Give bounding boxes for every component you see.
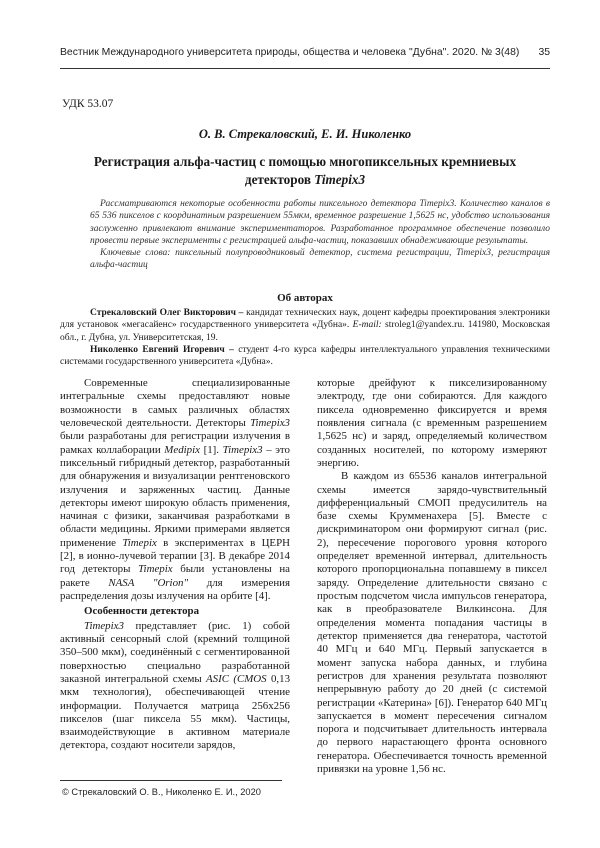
text-run: для измерения распределения дозы излучения на орбите [4]. [60,577,290,602]
author-2-info [60,344,550,369]
author-2-affiliation: студент 4-го курса кафедры интеллектуального управления техническими системами государственного университета «Дубна». [60,345,550,367]
section-heading: Особенности детектора [60,605,290,618]
text-run-italic: Timepix3 [223,444,263,456]
author-list: О. В. Стрекаловский, Е. И. Николенко [60,127,550,142]
text-run-italic: Timepix [122,537,157,549]
text-run: были разработаны для регистрации излучения в рамках коллаборации [60,430,290,455]
text-run-italic: Timepix3 [250,417,290,429]
title-line-1: Регистрация альфа-частиц с помощью многопиксельных кремниевых [60,153,550,171]
text-run-italic: Timepix3 [84,620,124,632]
text-run: [1]. [200,444,223,456]
keywords: Ключевые слова: пиксельный полупроводниковый детектор, система регистрации, Timepix3, регистрация альфа-частиц [90,247,550,272]
channels-paragraph: В каждом из 65536 каналов интегральной схемы имеется зарядо-чувствительный дифференциальный СМОП предусилитель на базе схемы Крумменахера [5]. Вместе с дискриминатором они формируют сигнал (рис. 2), пересечение порогового уровня которого определяет временной интервал, длительность которого пропорциональна попавшему в пиксел заряду. Определение длительности связано с простым подсчетом числа импульсов генератора, как в преобразователе Вилкинсона. Для определения момента попадания частицы в детектор применяется два генератора, частотой 40 МГц и 640 МГц. Первый запускается в момент запуска набора данных, и глубина регистров для хранения результата позволяют непрерывную работу до 20 дней (с системой регистрации «Катерина» [6]). Генератор 640 МГц запускается в момент пересечения сигналом порога и подсчитывает длительность интервала до первого нарастающего фронта основного генератора. Обеспечивается точность временной привязки на уровне 1,56 нс. [317,470,547,776]
title-line-2-text: детекторов [245,172,314,187]
abstract-text: Рассматриваются некоторые особенности работы пиксельного детектора Timepix3. Количество каналов в 65 536 пикселов с координатным разрешением 55мкм, временное разрешение 1,5625 нс, удобство использования заслуженно привлекают внимание экспериментаторов. Разработанное программное обеспечение позволило провести первые эксперименты с регистрацией альфа-частиц, показавших обнадеживающие результаты. [90,198,550,247]
author-1-info [60,307,550,344]
running-header [60,47,550,58]
text-run-italic: Timepix [138,563,173,575]
author-1-name: Стрекаловский Олег Викторович – [90,308,243,318]
about-authors [60,307,550,368]
title-line-2 [60,171,550,189]
author-1-affiliation: кандидат технических наук, доцент кафедры проектирования электроники для установок «мегасайенс» государственного университета «Дубна». [60,308,550,330]
text-run: 0,13 мкм технология), обеспечивающей чтение информации. Получается матрица 256x256 пикселов (шаг пиксела 55 мкм). Частицы, взаимодействующие в активном материале детектора, создают носители зарядов, [60,673,290,752]
text-run: были установлены на ракете [60,563,290,588]
header-divider [60,68,550,69]
text-run-italic: NASA "Orion" [108,577,188,589]
text-run: – это пиксельный гибридный детектор, разработанный для обнаружения и визуализации рентгеновского излучения и заряженных частиц. Данные детекторы имеют широкую область применения, начиная с физики, заканчивая разработками в области медицины. Яркими примерами является применение [60,444,290,549]
text-run-italic: ASIC (CMOS [206,673,267,685]
intro-paragraph [60,377,290,603]
author-2-name: Николенко Евгений Игоревич – [90,345,234,355]
text-run: в экспериментах в ЦЕРН [2], в ионно-лучевой терапии [3]. В декабре 2014 год детекторы [60,537,290,576]
article-title [60,153,550,189]
about-authors-heading: Об авторах [60,292,550,304]
continued-paragraph: которые дрейфуют к пикселизированному электроду, где они собираются. Для каждого пиксела одновременно фиксируется и время появления сигнала (с временным разрешением 1,5625 нс) и заряд, определяемый количеством созданных носителей, по которому измеряют энергию. [317,377,547,470]
text-run-italic: Medipix [164,444,200,456]
copyright-footnote: © Стрекаловский О. В., Николенко Е. И., 2020 [62,787,261,797]
detector-paragraph [60,620,290,753]
body-column-right [317,377,547,776]
abstract [90,198,550,272]
udk-code: УДК 53.07 [62,98,113,110]
body-column-left [60,377,290,753]
author-1-contact: stroleg1@yandex.ru. 141980, Московская обл., г. Дубна, ул. Университетская, 19. [60,320,550,342]
article-page [0,0,600,848]
page-number: 35 [538,47,550,58]
text-run: Современные специализированные интегральные схемы предоставляют новые возможности в самых различных областях человеческой деятельности. Детекторы [60,377,290,429]
footnote-divider [60,780,282,781]
title-line-2-italic: Timepix3 [314,172,365,187]
text-run: представляет (рис. 1) собой активный сенсорный слой (кремний толщиной 350–500 мкм), соединённый с сегментированной поверхностью специально разработанной заказной интегральной схемы [60,620,290,685]
email-label: E-mail: [353,320,382,330]
journal-title: Вестник Международного университета природы, общества и человека "Дубна". 2020. № 3(48) [60,47,519,58]
